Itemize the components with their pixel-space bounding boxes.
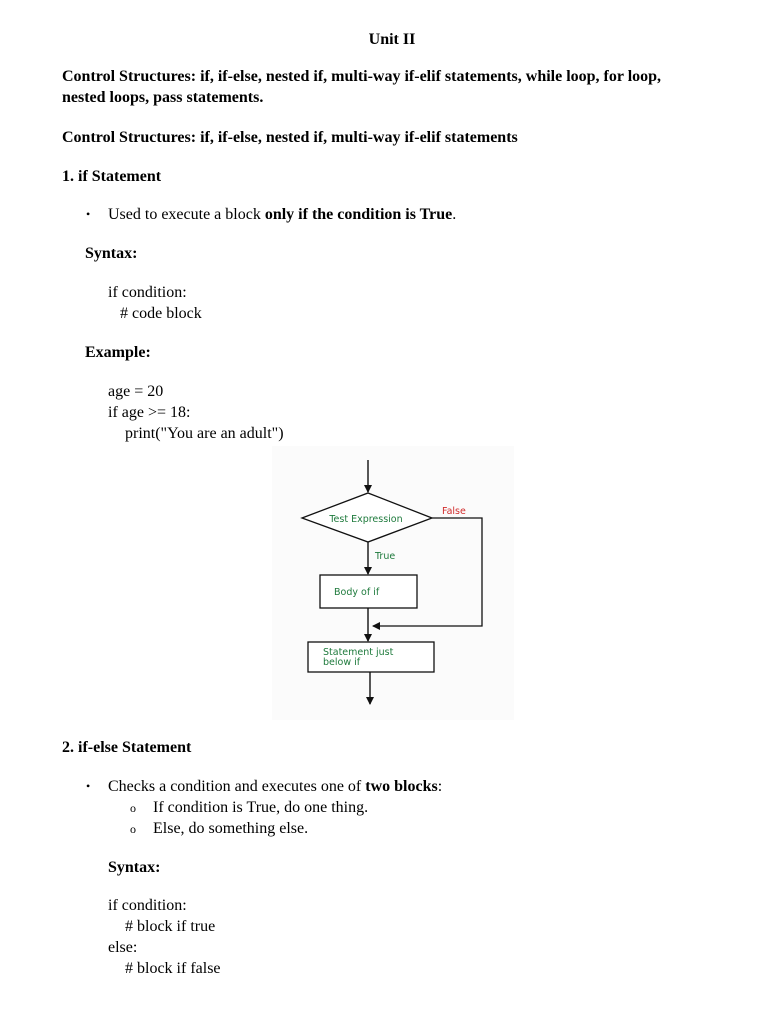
sub-bullet-mark: o xyxy=(130,822,136,836)
if-flowchart xyxy=(272,446,514,720)
ifelse-syntax-line: # block if false xyxy=(125,960,221,977)
if-syntax-label: Syntax: xyxy=(85,245,138,262)
ifelse-heading: 2. if-else Statement xyxy=(62,739,192,756)
ifelse-sub-item: If condition is True, do one thing. xyxy=(153,799,369,816)
true-label: True xyxy=(375,551,396,562)
body-label: Body of if xyxy=(334,587,380,598)
sub-bullet-mark: o xyxy=(130,801,136,815)
ifelse-syntax-line: if condition: xyxy=(108,897,187,914)
bullet-dot: • xyxy=(86,779,91,793)
page-title: Unit II xyxy=(368,31,416,48)
if-example-label: Example: xyxy=(85,344,151,361)
next-statement-label: below if xyxy=(323,657,361,668)
example-line: print("You are an adult") xyxy=(125,425,284,442)
section-heading: Control Structures: if, if-else, nested if, multi-way if-elif statements xyxy=(62,129,518,146)
if-syntax-line: # code block xyxy=(120,305,202,322)
bullet-dot: • xyxy=(86,207,91,221)
if-bullet-text: Used to execute a block only if the condition is True. xyxy=(108,206,457,223)
if-heading: 1. if Statement xyxy=(62,168,162,185)
ifelse-syntax-line: # block if true xyxy=(125,918,216,935)
decision-label: Test Expression xyxy=(329,514,403,525)
next-statement-label: Statement just xyxy=(323,647,394,658)
unit-intro: Control Structures: if, if-else, nested if, multi-way if-elif statements, while loop, for loop, nested loops, pass statements. xyxy=(62,68,662,106)
ifelse-bullet-text: Checks a condition and executes one of two blocks: xyxy=(108,778,443,795)
example-line: age = 20 xyxy=(108,383,164,400)
ifelse-sub-item: Else, do something else. xyxy=(153,820,309,837)
flowchart-svg xyxy=(272,446,514,720)
example-line: if age >= 18: xyxy=(108,404,191,421)
if-syntax-line: if condition: xyxy=(108,284,187,301)
ifelse-syntax-line: else: xyxy=(108,939,138,956)
ifelse-syntax-label: Syntax: xyxy=(108,859,161,876)
false-label: False xyxy=(442,506,466,517)
